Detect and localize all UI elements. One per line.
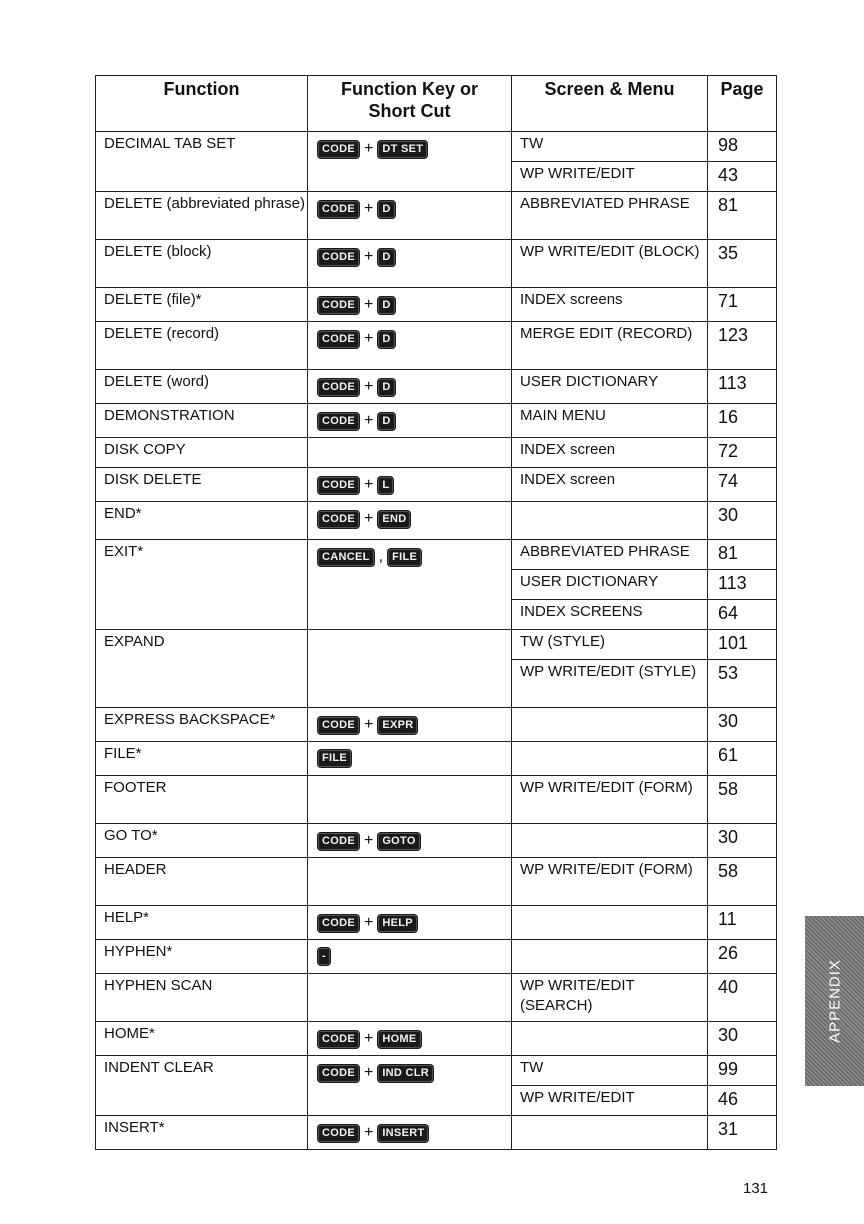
function-cell: DELETE (file)* bbox=[96, 288, 308, 322]
page-cell: 58 bbox=[708, 776, 777, 824]
screen-menu-cell: USER DICTIONARY bbox=[512, 570, 708, 600]
table-row bbox=[96, 630, 777, 660]
page-cell: 30 bbox=[708, 502, 777, 540]
screen-menu-cell: USER DICTIONARY bbox=[512, 370, 708, 404]
key-separator: + bbox=[363, 832, 374, 849]
function-key-cell bbox=[308, 824, 512, 858]
screen-menu-cell: INDEX screen bbox=[512, 438, 708, 468]
page-cell: 35 bbox=[708, 240, 777, 288]
page-cell: 53 bbox=[708, 660, 777, 708]
keycap-icon: - bbox=[318, 948, 330, 965]
side-tab-label: APPENDIX bbox=[826, 959, 843, 1043]
page-cell: 58 bbox=[708, 858, 777, 906]
table-row bbox=[96, 468, 777, 502]
screen-menu-cell bbox=[512, 1116, 708, 1150]
header-row bbox=[96, 76, 777, 132]
screen-menu-cell bbox=[512, 906, 708, 940]
screen-menu-cell: MAIN MENU bbox=[512, 404, 708, 438]
keycap-icon: CODE bbox=[318, 717, 359, 734]
keycap-icon: EXPR bbox=[378, 717, 417, 734]
key-separator: + bbox=[363, 1064, 374, 1081]
table-row bbox=[96, 404, 777, 438]
page-cell: 16 bbox=[708, 404, 777, 438]
function-key-cell bbox=[308, 288, 512, 322]
function-key-cell bbox=[308, 906, 512, 940]
page-cell: 113 bbox=[708, 370, 777, 404]
function-key-cell bbox=[308, 1056, 512, 1116]
keycap-icon: CODE bbox=[318, 379, 359, 396]
function-cell: HEADER bbox=[96, 858, 308, 906]
table-row bbox=[96, 858, 777, 906]
header-page: Page bbox=[708, 76, 777, 132]
keycap-icon: FILE bbox=[318, 750, 351, 767]
key-separator: + bbox=[363, 1030, 374, 1047]
table-row bbox=[96, 240, 777, 288]
keycap-icon: IND CLR bbox=[378, 1065, 433, 1082]
keycap-icon: FILE bbox=[388, 549, 421, 566]
function-key-cell bbox=[308, 708, 512, 742]
function-cell: HOME* bbox=[96, 1022, 308, 1056]
function-cell: DEMONSTRATION bbox=[96, 404, 308, 438]
keycap-icon: CODE bbox=[318, 1125, 359, 1142]
table-row bbox=[96, 192, 777, 240]
screen-menu-cell bbox=[512, 708, 708, 742]
screen-menu-cell: WP WRITE/EDIT (SEARCH) bbox=[512, 974, 708, 1022]
page-cell: 72 bbox=[708, 438, 777, 468]
keycap-icon: CODE bbox=[318, 511, 359, 528]
table-row bbox=[96, 322, 777, 370]
key-separator: + bbox=[363, 140, 374, 157]
keycap-icon: L bbox=[378, 477, 393, 494]
function-cell: INSERT* bbox=[96, 1116, 308, 1150]
page-cell: 81 bbox=[708, 540, 777, 570]
page-cell: 43 bbox=[708, 162, 777, 192]
screen-menu-cell bbox=[512, 742, 708, 776]
header-function: Function bbox=[96, 76, 308, 132]
function-cell: DELETE (block) bbox=[96, 240, 308, 288]
table-row bbox=[96, 940, 777, 974]
screen-menu-cell: WP WRITE/EDIT (FORM) bbox=[512, 858, 708, 906]
keycap-icon: CODE bbox=[318, 249, 359, 266]
function-key-cell bbox=[308, 240, 512, 288]
keycap-icon: END bbox=[378, 511, 410, 528]
key-separator: + bbox=[363, 248, 374, 265]
table-row bbox=[96, 776, 777, 824]
function-cell: INDENT CLEAR bbox=[96, 1056, 308, 1116]
page-cell: 30 bbox=[708, 1022, 777, 1056]
page-cell: 98 bbox=[708, 132, 777, 162]
header-screen-menu: Screen & Menu bbox=[512, 76, 708, 132]
screen-menu-cell: WP WRITE/EDIT (FORM) bbox=[512, 776, 708, 824]
table-row bbox=[96, 370, 777, 404]
keycap-icon: CODE bbox=[318, 833, 359, 850]
table-row bbox=[96, 438, 777, 468]
keycap-icon: HOME bbox=[378, 1031, 420, 1048]
keycap-icon: CODE bbox=[318, 201, 359, 218]
keycap-icon: CODE bbox=[318, 915, 359, 932]
page-cell: 30 bbox=[708, 708, 777, 742]
screen-menu-cell: INDEX SCREENS bbox=[512, 600, 708, 630]
keycap-icon: D bbox=[378, 331, 394, 348]
screen-menu-cell: WP WRITE/EDIT (BLOCK) bbox=[512, 240, 708, 288]
keycap-icon: CODE bbox=[318, 331, 359, 348]
screen-menu-cell: WP WRITE/EDIT (STYLE) bbox=[512, 660, 708, 708]
function-cell: FOOTER bbox=[96, 776, 308, 824]
function-key-cell bbox=[308, 940, 512, 974]
function-reference-table bbox=[95, 75, 777, 1150]
table-row bbox=[96, 1056, 777, 1086]
screen-menu-cell bbox=[512, 1022, 708, 1056]
screen-menu-cell: TW (STYLE) bbox=[512, 630, 708, 660]
function-key-cell bbox=[308, 438, 512, 468]
function-cell: DELETE (abbreviated phrase) bbox=[96, 192, 308, 240]
function-cell: HYPHEN* bbox=[96, 940, 308, 974]
key-separator: + bbox=[363, 510, 374, 527]
function-cell: HELP* bbox=[96, 906, 308, 940]
function-key-cell bbox=[308, 776, 512, 824]
screen-menu-cell bbox=[512, 502, 708, 540]
key-separator: + bbox=[363, 296, 374, 313]
keycap-icon: GOTO bbox=[378, 833, 419, 850]
function-key-cell bbox=[308, 132, 512, 192]
function-cell: DELETE (record) bbox=[96, 322, 308, 370]
function-key-cell bbox=[308, 192, 512, 240]
function-cell: DISK COPY bbox=[96, 438, 308, 468]
keycap-icon: D bbox=[378, 249, 394, 266]
screen-menu-cell: WP WRITE/EDIT bbox=[512, 1086, 708, 1116]
page-cell: 101 bbox=[708, 630, 777, 660]
screen-menu-cell: ABBREVIATED PHRASE bbox=[512, 192, 708, 240]
function-key-cell bbox=[308, 974, 512, 1022]
function-key-cell bbox=[308, 322, 512, 370]
key-separator: , bbox=[378, 548, 384, 565]
page-cell: 31 bbox=[708, 1116, 777, 1150]
function-key-cell bbox=[308, 630, 512, 708]
table-row bbox=[96, 288, 777, 322]
keycap-icon: D bbox=[378, 201, 394, 218]
page-cell: 61 bbox=[708, 742, 777, 776]
table-row bbox=[96, 132, 777, 162]
page-cell: 123 bbox=[708, 322, 777, 370]
page-number: 131 bbox=[743, 1180, 769, 1197]
function-cell: DECIMAL TAB SET bbox=[96, 132, 308, 192]
function-key-cell bbox=[308, 742, 512, 776]
key-separator: + bbox=[363, 378, 374, 395]
function-key-cell bbox=[308, 502, 512, 540]
function-key-cell bbox=[308, 1022, 512, 1056]
page-cell: 46 bbox=[708, 1086, 777, 1116]
screen-menu-cell: INDEX screens bbox=[512, 288, 708, 322]
function-cell: EXIT* bbox=[96, 540, 308, 630]
function-key-cell bbox=[308, 858, 512, 906]
table-row bbox=[96, 974, 777, 1022]
key-separator: + bbox=[363, 200, 374, 217]
key-separator: + bbox=[363, 476, 374, 493]
function-cell: DISK DELETE bbox=[96, 468, 308, 502]
function-cell: EXPAND bbox=[96, 630, 308, 708]
function-cell: DELETE (word) bbox=[96, 370, 308, 404]
page-cell: 113 bbox=[708, 570, 777, 600]
table-row bbox=[96, 742, 777, 776]
key-separator: + bbox=[363, 412, 374, 429]
screen-menu-cell: ABBREVIATED PHRASE bbox=[512, 540, 708, 570]
keycap-icon: CANCEL bbox=[318, 549, 374, 566]
table-row bbox=[96, 540, 777, 570]
function-cell: FILE* bbox=[96, 742, 308, 776]
page-cell: 11 bbox=[708, 906, 777, 940]
function-cell: GO TO* bbox=[96, 824, 308, 858]
screen-menu-cell: MERGE EDIT (RECORD) bbox=[512, 322, 708, 370]
screen-menu-cell: WP WRITE/EDIT bbox=[512, 162, 708, 192]
appendix-side-tab bbox=[805, 916, 864, 1086]
keycap-icon: CODE bbox=[318, 141, 359, 158]
key-separator: + bbox=[363, 1124, 374, 1141]
page-cell: 26 bbox=[708, 940, 777, 974]
keycap-icon: CODE bbox=[318, 477, 359, 494]
function-key-cell bbox=[308, 1116, 512, 1150]
keycap-icon: D bbox=[378, 379, 394, 396]
table-row bbox=[96, 708, 777, 742]
table-row bbox=[96, 1022, 777, 1056]
function-key-cell bbox=[308, 540, 512, 630]
table-row bbox=[96, 1116, 777, 1150]
key-separator: + bbox=[363, 330, 374, 347]
table-row bbox=[96, 824, 777, 858]
key-separator: + bbox=[363, 716, 374, 733]
keycap-icon: INSERT bbox=[378, 1125, 428, 1142]
function-cell: EXPRESS BACKSPACE* bbox=[96, 708, 308, 742]
screen-menu-cell: INDEX screen bbox=[512, 468, 708, 502]
table-row bbox=[96, 906, 777, 940]
keycap-icon: CODE bbox=[318, 1031, 359, 1048]
page-cell: 99 bbox=[708, 1056, 777, 1086]
page-cell: 40 bbox=[708, 974, 777, 1022]
keycap-icon: CODE bbox=[318, 413, 359, 430]
page-cell: 81 bbox=[708, 192, 777, 240]
page-cell: 74 bbox=[708, 468, 777, 502]
keycap-icon: D bbox=[378, 297, 394, 314]
page-cell: 64 bbox=[708, 600, 777, 630]
screen-menu-cell: TW bbox=[512, 1056, 708, 1086]
function-key-cell bbox=[308, 404, 512, 438]
keycap-icon: HELP bbox=[378, 915, 417, 932]
function-key-cell bbox=[308, 468, 512, 502]
function-key-cell bbox=[308, 370, 512, 404]
keycap-icon: CODE bbox=[318, 297, 359, 314]
keycap-icon: CODE bbox=[318, 1065, 359, 1082]
page-cell: 30 bbox=[708, 824, 777, 858]
key-separator: + bbox=[363, 914, 374, 931]
table-row bbox=[96, 502, 777, 540]
function-cell: END* bbox=[96, 502, 308, 540]
function-cell: HYPHEN SCAN bbox=[96, 974, 308, 1022]
page-cell: 71 bbox=[708, 288, 777, 322]
screen-menu-cell bbox=[512, 940, 708, 974]
keycap-icon: DT SET bbox=[378, 141, 427, 158]
keycap-icon: D bbox=[378, 413, 394, 430]
screen-menu-cell: TW bbox=[512, 132, 708, 162]
header-function-key: Function Key or Short Cut bbox=[308, 76, 512, 132]
screen-menu-cell bbox=[512, 824, 708, 858]
